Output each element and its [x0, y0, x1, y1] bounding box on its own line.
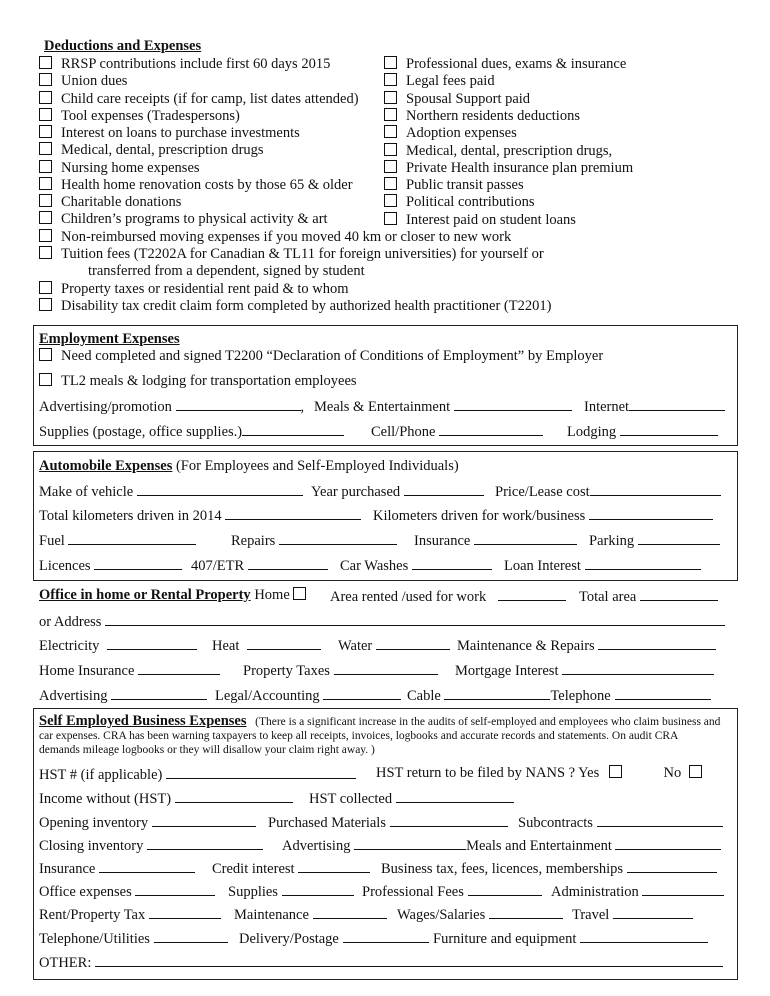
- credit-interest-label: Credit interest: [212, 861, 295, 877]
- t2200-label: Need completed and signed T2200 “Declaration of Conditions of Employment” by Employer: [61, 348, 604, 364]
- deduction-checkbox[interactable]: [384, 143, 397, 156]
- total-area-label: Total area: [579, 589, 637, 605]
- hst-collected-field[interactable]: [396, 789, 514, 803]
- loan-interest-field[interactable]: [585, 556, 701, 570]
- deduction-label: Tuition fees (T2202A for Canadian & TL11 for foreign universities) for yourself or: [61, 246, 544, 262]
- advertising-promotion-label: Advertising/promotion: [39, 399, 172, 415]
- deduction-left-item: [39, 211, 328, 228]
- home-insurance-label: Home Insurance: [39, 663, 135, 679]
- hst-no-label: No: [663, 765, 682, 781]
- car-washes-field[interactable]: [412, 556, 492, 570]
- subcontracts-field[interactable]: [597, 813, 723, 827]
- maintenance-label: Maintenance & Repairs: [457, 638, 595, 654]
- tuition-continuation: transferred from a dependent, signed by student: [88, 263, 365, 279]
- maintenance-field[interactable]: [598, 636, 716, 650]
- other-label: OTHER:: [39, 955, 92, 971]
- fuel-label: Fuel: [39, 533, 65, 549]
- office-advertising-field[interactable]: [111, 686, 207, 700]
- deduction-right-item: [384, 56, 626, 73]
- deduction-label: Property taxes or residential rent paid & to whom: [61, 281, 349, 297]
- deduction-left-item: [39, 91, 359, 108]
- wages-label: Wages/Salaries: [397, 907, 486, 923]
- deduction-label: Tool expenses (Tradespersons): [61, 108, 240, 124]
- deduction-left-item: [39, 194, 181, 211]
- total-area-field[interactable]: [640, 587, 718, 601]
- deduction-right-item: [384, 73, 495, 90]
- year-label: Year purchased: [311, 484, 401, 500]
- deduction-checkbox[interactable]: [384, 212, 397, 225]
- parking-field[interactable]: [638, 531, 720, 545]
- deduction-checkbox[interactable]: [384, 91, 397, 104]
- deduction-label: Adoption expenses: [406, 125, 517, 142]
- self-employed-header: [39, 714, 721, 757]
- deduction-left-item: [39, 56, 330, 73]
- hst-no-checkbox[interactable]: [689, 765, 702, 778]
- closing-inventory-field[interactable]: [147, 836, 263, 850]
- hst-return-label: HST return to be filed by NANS ? Yes: [376, 765, 600, 781]
- tl2-label: TL2 meals & lodging for transportation employees: [61, 373, 357, 389]
- se-meals-field[interactable]: [615, 836, 721, 850]
- water-field[interactable]: [376, 636, 450, 650]
- deduction-checkbox[interactable]: [39, 56, 52, 69]
- mortgage-label: Mortgage Interest: [455, 663, 559, 679]
- audit-note: (There is a significant increase in the audits of self-employed and employees who claim business and car expenses. CRA has been warning taxpayers to keep all receipts, invoices, logbooks and accurate records and statements. On audit CRA demands mileage logbooks or they will disallow your claim right away. ): [39, 716, 721, 756]
- work-km-field[interactable]: [589, 506, 713, 520]
- etr-label: 407/ETR: [191, 558, 245, 574]
- legal-field[interactable]: [323, 686, 401, 700]
- se-insurance-label: Insurance: [39, 861, 96, 877]
- self-employed-title: Self Employed Business Expenses: [39, 713, 247, 729]
- office-expenses-field[interactable]: [135, 882, 215, 896]
- deduction-right-item: [384, 160, 633, 177]
- deduction-checkbox[interactable]: [39, 160, 52, 173]
- hst-yes-checkbox[interactable]: [609, 765, 622, 778]
- property-taxes-field[interactable]: [334, 661, 438, 675]
- se-maintenance-label: Maintenance: [234, 907, 309, 923]
- se-supplies-field[interactable]: [282, 882, 354, 896]
- hst-collected-label: HST collected: [309, 791, 393, 807]
- deduction-right-item: [384, 194, 534, 211]
- office-advertising-label: Advertising: [39, 688, 108, 704]
- se-advertising-field[interactable]: [354, 836, 466, 850]
- other-field[interactable]: [95, 953, 723, 967]
- deduction-label: Spousal Support paid: [406, 90, 531, 107]
- home-label: Home: [254, 587, 290, 603]
- deduction-left-item: [39, 73, 127, 90]
- deduction-checkbox[interactable]: [384, 56, 397, 69]
- licences-label: Licences: [39, 558, 91, 574]
- deduction-checkbox[interactable]: [39, 125, 52, 138]
- tl2-checkbox[interactable]: [39, 373, 52, 386]
- deduction-checkbox[interactable]: [39, 91, 52, 104]
- deduction-left-item: [39, 177, 353, 194]
- water-label: Water: [338, 638, 373, 654]
- cable-field[interactable]: [444, 686, 550, 700]
- deduction-label: Medical, dental, prescription drugs,: [406, 142, 613, 159]
- deduction-label: Charitable donations: [61, 194, 182, 210]
- deduction-left-item: [39, 160, 200, 177]
- deduction-checkbox[interactable]: [384, 160, 397, 173]
- parking-label: Parking: [589, 533, 635, 549]
- opening-inventory-label: Opening inventory: [39, 815, 149, 831]
- area-rented-field[interactable]: [498, 587, 566, 601]
- deduction-left-item: [39, 298, 551, 315]
- repairs-label: Repairs: [231, 533, 276, 549]
- internet-label: Internet: [584, 399, 630, 415]
- deduction-checkbox[interactable]: [39, 281, 52, 294]
- automobile-title: Automobile Expenses: [39, 458, 173, 474]
- total-km-label: Total kilometers driven in 2014: [39, 508, 222, 524]
- deduction-label: Disability tax credit claim form completed by authorized health practitioner (T2201): [61, 298, 552, 314]
- total-km-field[interactable]: [225, 506, 361, 520]
- business-tax-field[interactable]: [627, 859, 717, 873]
- subcontracts-label: Subcontracts: [518, 815, 593, 831]
- internet-field[interactable]: [629, 397, 725, 411]
- cell-phone-label: Cell/Phone: [371, 424, 436, 440]
- hst-number-label: HST # (if applicable): [39, 767, 163, 783]
- rent-label: Rent/Property Tax: [39, 907, 146, 923]
- fuel-field[interactable]: [68, 531, 196, 545]
- deduction-checkbox[interactable]: [384, 125, 397, 138]
- deduction-checkbox[interactable]: [39, 246, 52, 259]
- heat-field[interactable]: [247, 636, 321, 650]
- deductions-title: Deductions and Expenses: [44, 38, 202, 54]
- deduction-checkbox[interactable]: [39, 211, 52, 224]
- deduction-checkbox[interactable]: [384, 177, 397, 190]
- deduction-left-item: [39, 246, 544, 263]
- travel-field[interactable]: [613, 905, 693, 919]
- deduction-checkbox[interactable]: [39, 177, 52, 190]
- deduction-right-item: [384, 177, 524, 194]
- deduction-label: Nursing home expenses: [61, 160, 200, 176]
- se-insurance-field[interactable]: [99, 859, 195, 873]
- deduction-label: Health home renovation costs by those 65 & older: [61, 177, 353, 193]
- se-supplies-label: Supplies: [228, 884, 278, 900]
- address-field[interactable]: [105, 612, 725, 626]
- deduction-checkbox[interactable]: [39, 298, 52, 311]
- cell-phone-field[interactable]: [439, 422, 543, 436]
- closing-inventory-label: Closing inventory: [39, 838, 144, 854]
- employment-title: Employment Expenses: [39, 331, 180, 347]
- income-label: Income without (HST): [39, 791, 172, 807]
- deduction-label: Interest on loans to purchase investments: [61, 125, 300, 141]
- se-maintenance-field[interactable]: [313, 905, 387, 919]
- se-telephone-label: Telephone/Utilities: [39, 931, 150, 947]
- cable-label: Cable: [407, 688, 441, 704]
- deduction-right-item: [384, 143, 612, 160]
- year-field[interactable]: [404, 482, 484, 496]
- loan-interest-label: Loan Interest: [504, 558, 581, 574]
- delivery-field[interactable]: [343, 929, 429, 943]
- electricity-field[interactable]: [107, 636, 197, 650]
- deduction-label: Children’s programs to physical activity & art: [61, 211, 328, 227]
- price-field[interactable]: [590, 482, 721, 496]
- furniture-label: Furniture and equipment: [433, 931, 577, 947]
- deduction-label: Legal fees paid: [406, 73, 495, 90]
- meals-entertainment-label: Meals & Entertainment: [314, 399, 451, 415]
- supplies-field[interactable]: [242, 422, 344, 436]
- mortgage-field[interactable]: [562, 661, 714, 675]
- deduction-right-item: [384, 212, 576, 229]
- office-title: Office in home or Rental Property: [39, 587, 251, 603]
- deduction-checkbox[interactable]: [384, 108, 397, 121]
- home-insurance-field[interactable]: [138, 661, 220, 675]
- address-label: or Address: [39, 614, 102, 630]
- legal-label: Legal/Accounting: [215, 688, 320, 704]
- business-tax-label: Business tax, fees, licences, memberships: [381, 861, 624, 877]
- deduction-checkbox[interactable]: [39, 142, 52, 155]
- licences-field[interactable]: [94, 556, 182, 570]
- credit-interest-field[interactable]: [298, 859, 370, 873]
- deduction-left-item: [39, 142, 264, 159]
- deduction-checkbox[interactable]: [384, 73, 397, 86]
- etr-field[interactable]: [248, 556, 328, 570]
- car-washes-label: Car Washes: [340, 558, 409, 574]
- home-checkbox[interactable]: [293, 587, 306, 600]
- deduction-label: Medical, dental, prescription drugs: [61, 142, 264, 158]
- purchased-materials-field[interactable]: [390, 813, 508, 827]
- deduction-label: Interest paid on student loans: [406, 211, 576, 228]
- telephone-label: Telephone: [550, 688, 611, 704]
- telephone-field[interactable]: [615, 686, 711, 700]
- deduction-left-item: [39, 108, 240, 125]
- delivery-label: Delivery/Postage: [239, 931, 339, 947]
- professional-fees-field[interactable]: [468, 882, 542, 896]
- deduction-right-item: [384, 91, 530, 108]
- deduction-label: Public transit passes: [406, 177, 524, 194]
- price-label: Price/Lease cost: [495, 484, 590, 500]
- office-expenses-label: Office expenses: [39, 884, 132, 900]
- deduction-left-item: [39, 229, 511, 246]
- electricity-label: Electricity: [39, 638, 100, 654]
- deduction-checkbox[interactable]: [39, 73, 52, 86]
- wages-field[interactable]: [489, 905, 563, 919]
- meals-entertainment-field[interactable]: [454, 397, 572, 411]
- opening-inventory-field[interactable]: [152, 813, 256, 827]
- car-insurance-field[interactable]: [474, 531, 577, 545]
- deduction-checkbox[interactable]: [39, 229, 52, 242]
- purchased-materials-label: Purchased Materials: [268, 815, 386, 831]
- t2200-checkbox[interactable]: [39, 348, 52, 361]
- se-telephone-field[interactable]: [154, 929, 228, 943]
- deduction-label: Professional dues, exams & insurance: [406, 56, 627, 72]
- make-field[interactable]: [137, 482, 303, 496]
- work-km-label: Kilometers driven for work/business: [373, 508, 586, 524]
- administration-label: Administration: [551, 884, 639, 900]
- deduction-label: Union dues: [61, 73, 128, 89]
- deduction-right-item: [384, 108, 580, 125]
- deduction-checkbox[interactable]: [39, 194, 52, 207]
- lodging-field[interactable]: [620, 422, 718, 436]
- car-insurance-label: Insurance: [414, 533, 471, 549]
- deduction-left-item: [39, 281, 349, 298]
- deduction-checkbox[interactable]: [39, 108, 52, 121]
- se-meals-label: Meals and Entertainment: [466, 838, 612, 854]
- area-rented-label: Area rented /used for work: [330, 589, 487, 605]
- heat-label: Heat: [212, 638, 240, 654]
- deduction-label: Political contributions: [406, 194, 535, 211]
- lodging-label: Lodging: [567, 424, 617, 440]
- rent-field[interactable]: [149, 905, 221, 919]
- deduction-label: Non-reimbursed moving expenses if you moved 40 km or closer to new work: [61, 229, 512, 245]
- furniture-field[interactable]: [580, 929, 708, 943]
- deduction-right-item: [384, 125, 517, 142]
- deduction-label: Private Health insurance plan premium: [406, 159, 634, 176]
- deduction-checkbox[interactable]: [384, 194, 397, 207]
- advertising-promotion-field[interactable]: [176, 397, 301, 411]
- se-advertising-label: Advertising: [282, 838, 351, 854]
- automobile-subtitle: (For Employees and Self-Employed Individuals): [175, 458, 459, 474]
- deduction-label: Northern residents deductions: [406, 107, 580, 124]
- repairs-field[interactable]: [279, 531, 397, 545]
- deduction-label: Child care receipts (if for camp, list dates attended): [61, 91, 359, 107]
- hst-number-field[interactable]: [166, 765, 356, 779]
- property-taxes-label: Property Taxes: [243, 663, 330, 679]
- professional-fees-label: Professional Fees: [362, 884, 464, 900]
- deduction-label: RRSP contributions include first 60 days 2015: [61, 56, 331, 72]
- income-field[interactable]: [175, 789, 293, 803]
- make-label: Make of vehicle: [39, 484, 134, 500]
- deduction-left-item: [39, 125, 300, 142]
- travel-label: Travel: [572, 907, 610, 923]
- administration-field[interactable]: [642, 882, 724, 896]
- supplies-label: Supplies (postage, office supplies.): [39, 424, 243, 440]
